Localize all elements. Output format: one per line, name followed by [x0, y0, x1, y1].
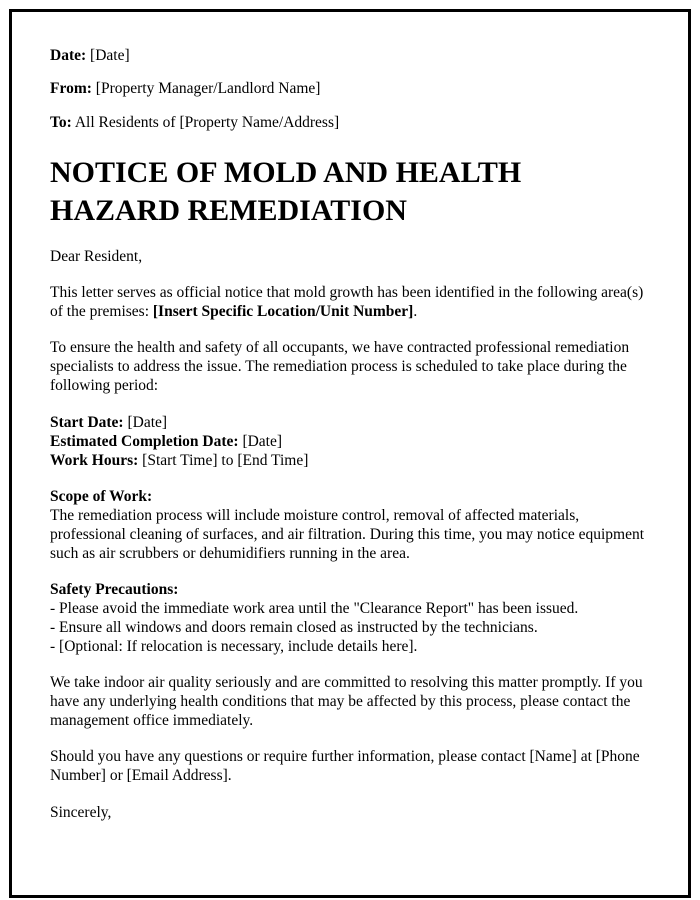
paragraph-air-quality: We take indoor air quality seriously and are committed to resolving this matter promptly. If you have any underlying health conditions that may be affected by this process, please contact the management office immediately. — [50, 674, 643, 730]
paragraph-notice-text: This letter serves as official notice that mold growth has been identified in the following area(s) of the premises: — [50, 284, 644, 321]
schedule-work-hours-value: [Start Time] to [End Time] — [138, 451, 309, 469]
paragraph-schedule-intro: To ensure the health and safety of all occupants, we have contracted professional remediation specialists to address the issue. The remediation process is scheduled to take place during the following period: — [50, 339, 630, 395]
safety-precautions-heading: Safety Precautions: — [50, 580, 179, 598]
schedule-start-date-label: Start Date: — [50, 413, 124, 431]
meta-from-line — [50, 79, 650, 98]
schedule-block — [50, 413, 650, 470]
meta-date-value: [Date] — [86, 47, 130, 64]
salutation: Dear Resident, — [50, 248, 143, 266]
scope-of-work-section — [50, 487, 650, 563]
schedule-completion-date-line — [50, 432, 650, 451]
letter-border-frame — [9, 9, 691, 898]
meta-from-label: From: — [50, 80, 92, 98]
meta-date-line — [50, 46, 650, 65]
safety-precautions-section — [50, 580, 650, 656]
meta-to-line — [50, 113, 650, 132]
paragraph-notice-period: . — [413, 303, 418, 321]
schedule-work-hours-label: Work Hours: — [50, 451, 139, 469]
schedule-completion-date-value: [Date] — [238, 432, 283, 450]
meta-to-label: To: — [50, 113, 72, 131]
closing: Sincerely, — [50, 803, 112, 821]
letter-title: NOTICE OF MOLD AND HEALTH HAZARD REMEDIATION — [50, 156, 522, 227]
meta-date-label: Date: — [50, 47, 87, 64]
schedule-work-hours-line — [50, 451, 650, 470]
paragraph-notice — [50, 283, 650, 321]
paragraph-notice-placeholder: [Insert Specific Location/Unit Number] — [152, 303, 414, 321]
meta-to-value: All Residents of [Property Name/Address] — [71, 113, 340, 131]
schedule-start-date-line — [50, 413, 650, 432]
safety-precaution-item: - Ensure all windows and doors remain closed as instructed by the technicians. — [50, 619, 538, 637]
paragraph-contact: Should you have any questions or require further information, please contact [Name] at [Phone Number] or [Email Address]. — [50, 748, 640, 785]
schedule-start-date-value: [Date] — [123, 413, 168, 431]
schedule-completion-date-label: Estimated Completion Date: — [50, 432, 239, 450]
scope-of-work-body: The remediation process will include moisture control, removal of affected materials, professional cleaning of surfaces, and air filtration. During this time, you may notice equipment such as air scrubbers or dehumidifiers running in the area. — [50, 506, 645, 562]
scope-of-work-heading: Scope of Work: — [50, 487, 153, 505]
meta-from-value: [Property Manager/Landlord Name] — [91, 80, 321, 98]
safety-precaution-item: - Please avoid the immediate work area until the "Clearance Report" has been issued. — [50, 600, 579, 617]
safety-precaution-item: - [Optional: If relocation is necessary, include details here]. — [50, 638, 418, 656]
